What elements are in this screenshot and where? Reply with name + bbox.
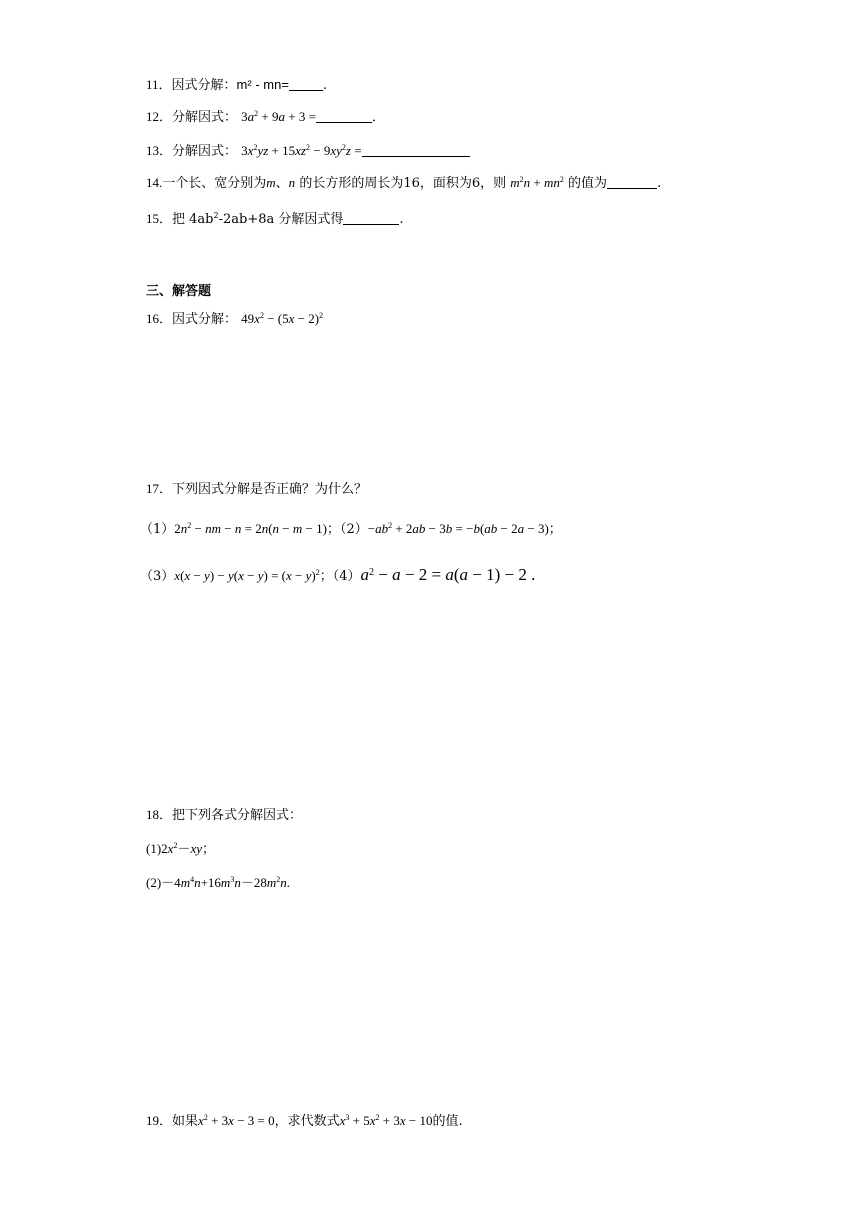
math-expression: $-ab^2 + 2ab - 3b = -b(ab - 2a - 3)$ (367, 521, 549, 536)
question-17-parts-1-2: $(1)2n^2$ − nm − n = 2n(n − m − 1)；$(2)-ab^2 + 2ab - 3b = -b(ab - 2a - 3)$； (140, 521, 562, 537)
question-text: 分解因式： (172, 144, 238, 159)
question-text: 因式分解： (171, 78, 237, 93)
question-text: 的值为 (568, 176, 608, 191)
question-text: ，求代数式 (274, 1114, 340, 1129)
question-text: 一个长、宽分别为 (162, 176, 267, 191)
math-expression: $x(x - y) - y(x - y) = (x - y)^2$ (174, 568, 320, 583)
math-expression: $m^2n + mn^2$ (510, 175, 564, 190)
math-expression: $-4m^4n+16m^3n-28m^2n$. (161, 875, 290, 890)
question-number: 15． (146, 211, 173, 226)
period: . (399, 212, 404, 227)
expression: m² ‑ mn= (236, 77, 289, 92)
answer-blank[interactable] (362, 143, 470, 157)
question-text: -2ab+8a 分解因式得 (218, 212, 344, 227)
question-number: 17． (146, 481, 173, 496)
question-11 (146, 76, 327, 95)
question-text: 分解因式： (172, 110, 238, 125)
answer-blank[interactable] (289, 77, 323, 91)
math-expression: $49x^2 - (5x - 2)^2$ (241, 311, 324, 326)
period: ． (371, 110, 385, 125)
question-14: 14.一个长、宽分别为m、n 的长方形的周长为16，面积为6，则 $m^2n + mn^2$ 的值为 . (146, 175, 662, 191)
question-text: 的长方形的周长为16，面积为6，则 (299, 176, 507, 191)
question-number: 13． (146, 143, 173, 158)
answer-blank[interactable] (343, 211, 399, 225)
question-13 (146, 142, 470, 161)
question-16 (146, 310, 323, 329)
question-17 (146, 480, 367, 499)
question-number: 14. (146, 175, 163, 190)
answer-blank[interactable] (607, 175, 657, 189)
period: . (322, 78, 328, 93)
question-number: 16． (146, 311, 173, 326)
section-heading: 三、解答题 (146, 284, 212, 299)
variables: m (266, 175, 276, 190)
question-text: 把 4ab (172, 212, 214, 227)
math-expression: $3a^2 + 9a + 3$ = (241, 109, 316, 124)
math-expression: $2n^2$ − nm − n = 2n(n − m − 1) (174, 521, 327, 536)
question-15: 15．把 $4ab^2-2ab+8a$ 分解因式得 . (146, 211, 404, 227)
question-18-part-2: $(2)-4m^4n+16m^3n-28m^2n$. (146, 875, 290, 890)
math-expression: $3x^2yz + 15xz^2 - 9xy^2z$ = (241, 143, 362, 158)
question-number: 18． (146, 807, 173, 822)
question-number: 11． (146, 77, 172, 92)
question-17-parts-3-4: $(3)x(x - y) - y(x - y) = (x - y)^2$；$(4)a^2 - a - 2 = a(a - 1) - 2$ . (140, 565, 536, 584)
period: . (657, 176, 662, 191)
question-12 (146, 108, 385, 127)
answer-blank[interactable] (316, 109, 372, 123)
math-expression: $x^3 + 5x^2 + 3x - 10$ (339, 1113, 433, 1128)
math-expression: $x^2 + 3x - 3 = 0$ (198, 1113, 275, 1128)
question-text: 的值. (432, 1114, 463, 1129)
question-text: 下列因式分解是否正确？为什么？ (172, 482, 368, 497)
question-19 (146, 1112, 463, 1131)
question-18 (146, 806, 302, 825)
math-expression: $a^2 - a - 2 = a(a - 1) - 2$ . (360, 565, 536, 584)
question-number: 19． (146, 1113, 173, 1128)
question-number: 12． (146, 109, 173, 124)
math-expression: $2x^2-xy$ (161, 841, 203, 856)
question-text: 因式分解： (172, 312, 238, 327)
question-text: 如果 (172, 1114, 199, 1129)
question-text: 把下列各式分解因式： (172, 808, 303, 823)
question-18-part-1: $(1)2x^2-xy$； (146, 841, 216, 857)
